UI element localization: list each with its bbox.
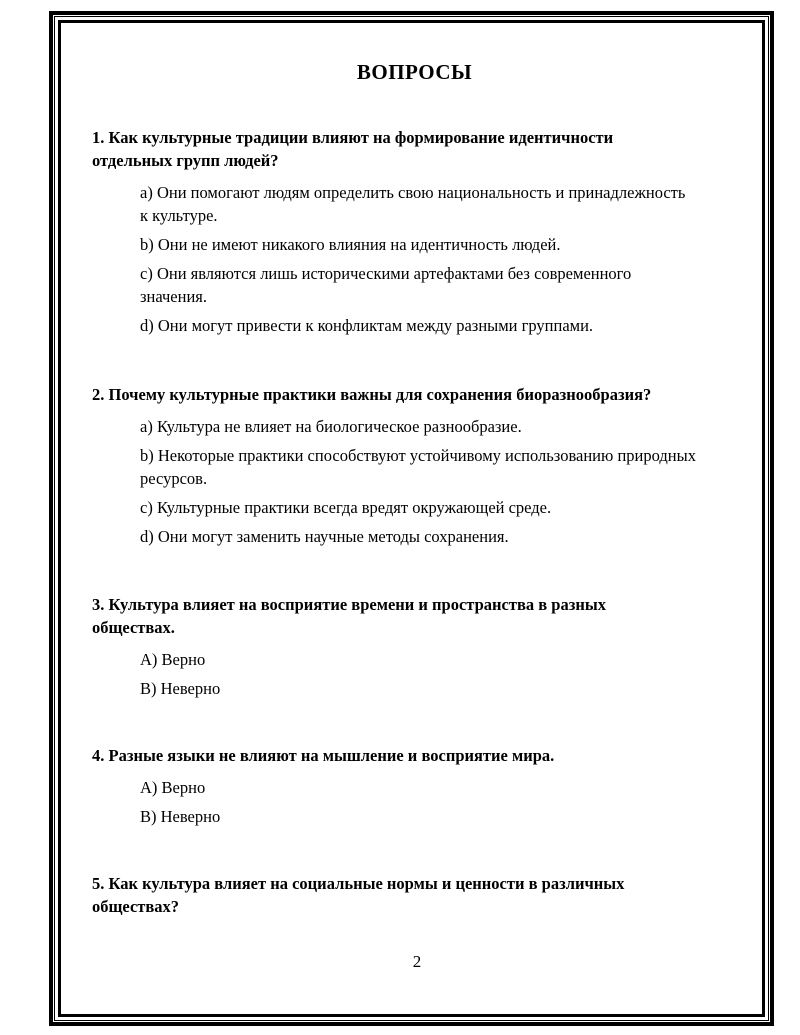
answer-options — [140, 415, 700, 548]
page-number: 2 — [412, 952, 422, 971]
answer-option-a: a) Культура не влияет на биологическое разнообразие. — [140, 417, 522, 436]
question-text: 5. Как культура влияет на социальные нормы и ценности в различных обществах? — [92, 874, 625, 916]
question-2 — [92, 383, 732, 554]
question-4 — [92, 744, 712, 834]
question-text: 2. Почему культурные практики важны для сохранения биоразнообразия? — [92, 385, 652, 404]
page-title: ВОПРОСЫ — [356, 60, 473, 84]
question-text: 3. Культура влияет на восприятие времени и пространства в разных обществах. — [92, 595, 606, 637]
answer-option-d: d) Они могут заменить научные методы сохранения. — [140, 527, 509, 546]
answer-options — [140, 181, 692, 337]
question-3 — [92, 593, 692, 706]
answer-option-b: b) Некоторые практики способствуют устойчивому использованию природных ресурсов. — [140, 446, 696, 488]
answer-option-d: d) Они могут привести к конфликтам между разными группами. — [140, 316, 594, 335]
answer-options — [140, 776, 712, 828]
answer-option-b: B) Неверно — [140, 807, 221, 826]
answer-option-a: A) Верно — [140, 778, 206, 797]
answer-option-a: A) Верно — [140, 650, 206, 669]
document-body — [92, 52, 732, 971]
question-1 — [92, 126, 692, 343]
answer-option-a: a) Они помогают людям определить свою национальность и принадлежность к культуре. — [140, 183, 686, 225]
answer-options — [140, 648, 692, 700]
answer-option-b: b) Они не имеют никакого влияния на идентичность людей. — [140, 235, 561, 254]
answer-option-c: c) Культурные практики всегда вредят окружающей среде. — [140, 498, 552, 517]
question-text: 4. Разные языки не влияют на мышление и восприятие мира. — [92, 746, 555, 765]
answer-option-c: c) Они являются лишь историческими артефактами без современного значения. — [140, 264, 632, 306]
question-text: 1. Как культурные традиции влияют на формирование идентичности отдельных групп людей? — [92, 128, 614, 170]
answer-option-b: B) Неверно — [140, 679, 221, 698]
question-5 — [92, 872, 702, 918]
